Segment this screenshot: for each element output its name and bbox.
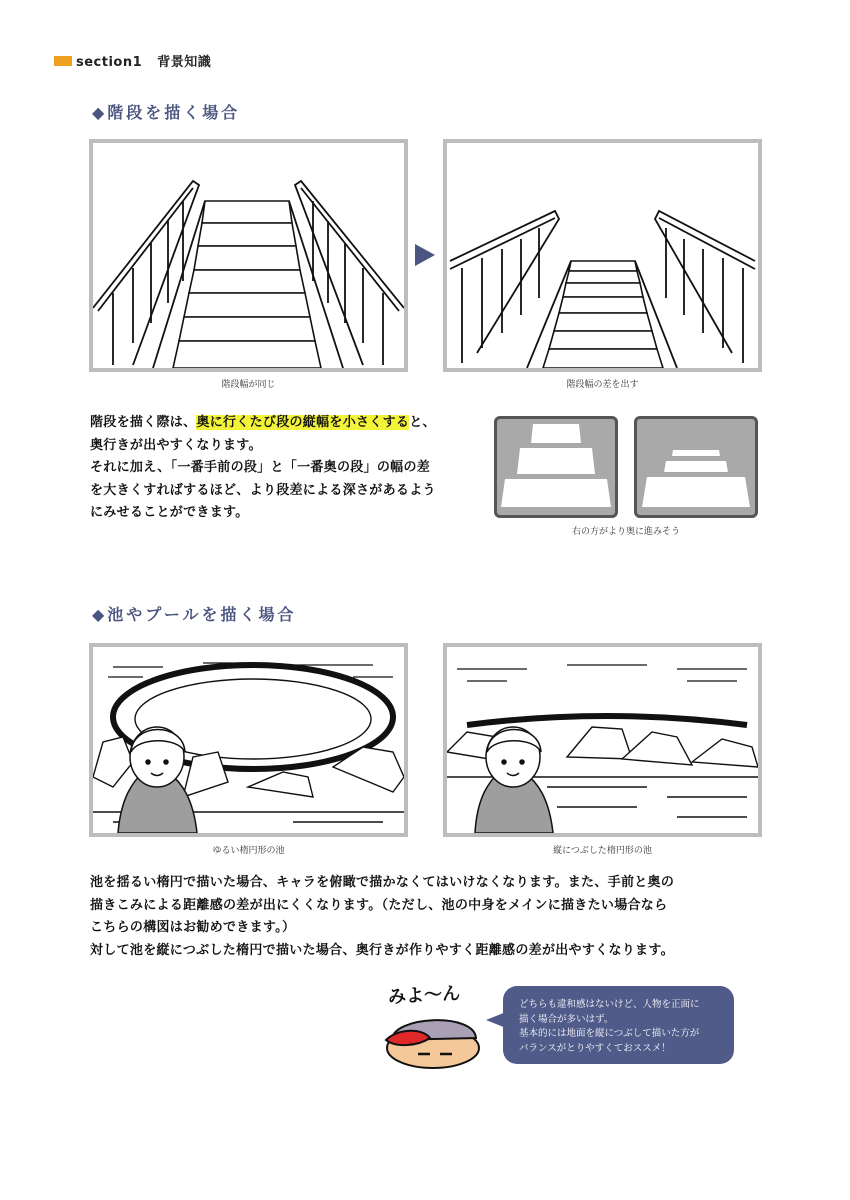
pool-illustration-right <box>443 643 762 837</box>
pool-text-line3: こちらの構図はお勧めできます。） <box>90 920 296 935</box>
pool-description <box>90 872 780 962</box>
section-label <box>76 51 211 70</box>
step-diagram-left-drawing <box>497 419 615 515</box>
bubble-line4: バランスがとりやすくておススメ！ <box>519 1042 671 1054</box>
mascot-exclaim: みよ〜ん <box>387 983 461 1008</box>
stairs-illustration-right <box>443 139 762 372</box>
section-marker <box>54 56 72 66</box>
stairs-text-line3: それに加え、「一番手前の段」と「一番奥の段」の幅の差 <box>90 460 431 475</box>
stairs-same-width-drawing <box>93 143 404 368</box>
caption-step-diagrams: 右の方がより奥に進みそう <box>571 527 680 537</box>
stairs-description <box>90 412 490 525</box>
stairs-varied-width-drawing <box>447 143 758 368</box>
bubble-line1: どちらも違和感はないけど、人物を正面に <box>519 999 700 1010</box>
stairs-text-line1-post: と、 <box>409 415 436 430</box>
stairs-text-line1-pre: 階段を描く際は、 <box>90 415 197 430</box>
step-diagram-right-drawing <box>637 419 755 515</box>
pool-heading: ◆池やプールを描く場合 <box>92 605 297 624</box>
section-title: 背景知識 <box>157 55 212 70</box>
caption-stairs-left: 階段幅が同じ <box>221 380 276 390</box>
caption-pool-left: ゆるい楕円形の池 <box>212 846 285 856</box>
caption-stairs-right: 階段幅の差を出す <box>566 380 639 390</box>
stairs-text-line1 <box>90 412 490 435</box>
bubble-line2: 描く場合が多いはず。 <box>519 1013 614 1025</box>
pool-text-line1: 池を揺るい楕円で描いた場合、キャラを俯瞰で描かなくてはいけなくなります。また、手前と奥の <box>90 875 675 890</box>
speech-bubble <box>503 986 734 1064</box>
flat-pool-drawing <box>447 647 758 833</box>
pool-text-line4: 対して池を縦につぶした楕円で描いた場合、奥行きが作りやすく距離感の差が出やすくなります。 <box>90 942 674 958</box>
stairs-text-line5: にみせることができます。 <box>90 505 249 520</box>
step-diagram-left <box>494 416 618 518</box>
stairs-heading: ◆階段を描く場合 <box>92 103 241 122</box>
stairs-illustration-left <box>89 139 408 372</box>
mascot-icon <box>378 1006 488 1070</box>
round-pool-drawing <box>93 647 404 833</box>
section-number: section1 <box>76 55 143 70</box>
arrow-right-icon <box>415 244 435 266</box>
bubble-line3: 基本的には地面を縦につぶして描いた方が <box>519 1028 700 1039</box>
stairs-text-highlight: 奥に行くたび段の縦幅を小さくする <box>196 415 410 430</box>
stairs-text-line2: 奥行きが出やすくなります。 <box>90 437 262 453</box>
caption-pool-right: 縦につぶした楕円形の池 <box>553 846 652 856</box>
stairs-text-line4: を大きくすればするほど、より段差による深さがあるよう <box>90 482 436 498</box>
pool-text-line2: 描きこみによる距離感の差が出にくくなります。（ただし、池の中身をメインに描きたい場合なら <box>90 897 668 913</box>
step-diagram-right <box>634 416 758 518</box>
pool-illustration-left <box>89 643 408 837</box>
